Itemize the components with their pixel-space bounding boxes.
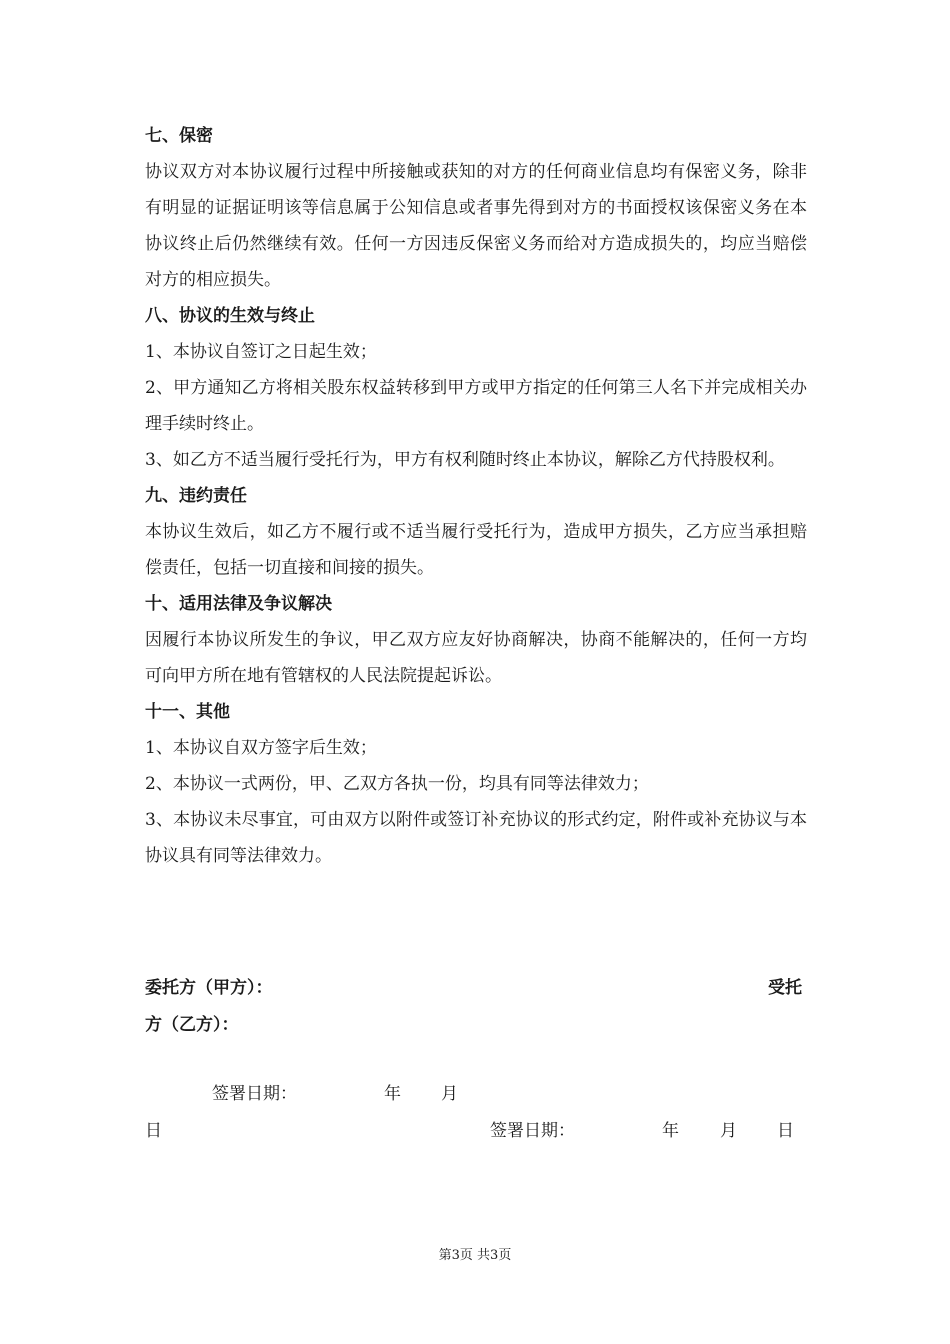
party-a-label: 委托方（甲方）： — [145, 978, 273, 998]
paragraph: 2、甲方通知乙方将相关股东权益转移到甲方或甲方指定的任何第三人名下并完成相关办理手续时终止。 — [145, 378, 807, 434]
paragraph: 因履行本协议所发生的争议，甲乙双方应友好协商解决，协商不能解决的，任何一方均可向甲方所在地有管辖权的人民法院提起诉讼。 — [145, 630, 807, 686]
paragraph: 2、本协议一式两份，甲、乙双方各执一份，均具有同等法律效力； — [145, 774, 649, 794]
month-a: 月 — [441, 1084, 458, 1104]
paragraph: 3、本协议未尽事宜，可由双方以附件或签订补充协议的形式约定，附件或补充协议与本协议具有同等法律效力。 — [145, 810, 807, 866]
paragraph: 1、本协议自签订之日起生效； — [145, 342, 377, 362]
section-heading-law-dispute: 十、适用法律及争议解决 — [145, 594, 332, 614]
day-b: 日 — [777, 1121, 794, 1141]
paragraph: 3、如乙方不适当履行受托行为，甲方有权利随时终止本协议，解除乙方代持股权利。 — [145, 450, 785, 470]
party-b-label-end: 方（乙方）： — [145, 1015, 239, 1035]
date-label-a: 签署日期： — [212, 1084, 297, 1104]
section-heading-liability: 九、违约责任 — [145, 486, 247, 506]
year-b: 年 — [662, 1121, 679, 1141]
paragraph: 协议双方对本协议履行过程中所接触或获知的对方的任何商业信息均有保密义务，除非有明显的证据证明该等信息属于公知信息或者事先得到对方的书面授权该保密义务在本协议终止后仍然继续有效。任何一方因违反保密义务而给对方造成损失的，均应当赔偿对方的相应损失。 — [145, 162, 807, 290]
day-a: 日 — [145, 1121, 162, 1141]
section-heading-other: 十一、其他 — [145, 702, 230, 722]
document-body — [145, 118, 807, 874]
page-number-footer: 第3页 共3页 — [438, 1248, 512, 1263]
year-a: 年 — [384, 1084, 401, 1104]
section-heading-confidentiality: 七、保密 — [145, 126, 213, 146]
month-b: 月 — [720, 1121, 737, 1141]
paragraph: 1、本协议自双方签字后生效； — [145, 738, 377, 758]
section-heading-effect-termination: 八、协议的生效与终止 — [145, 306, 315, 326]
party-b-label-start: 受托 — [768, 978, 802, 998]
paragraph: 本协议生效后，如乙方不履行或不适当履行受托行为，造成甲方损失，乙方应当承担赔偿责任，包括一切直接和间接的损失。 — [145, 522, 807, 578]
date-label-b: 签署日期： — [490, 1121, 575, 1141]
